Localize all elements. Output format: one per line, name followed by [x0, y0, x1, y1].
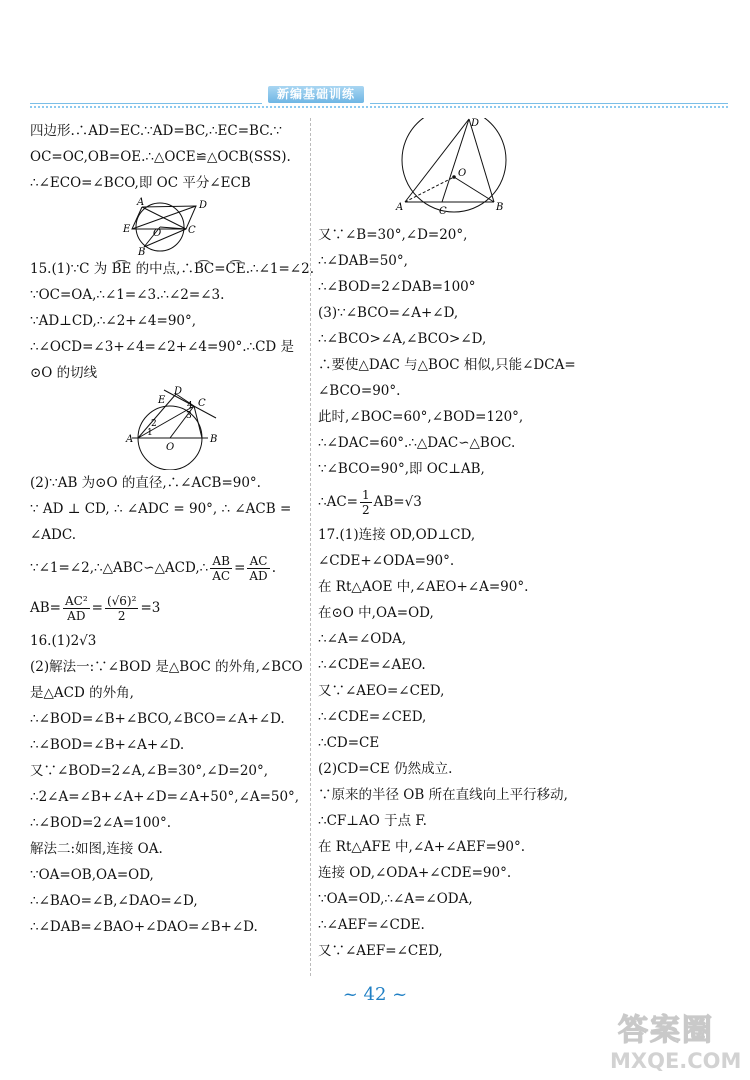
solution-line: 16.(1)2√3 — [30, 633, 97, 649]
solution-line: 17.(1)连接 OD,OD⊥CD, — [318, 527, 476, 543]
point-label-d: D — [471, 118, 480, 129]
point-label-c: C — [439, 206, 447, 217]
figure-quadrilateral-circle — [30, 196, 306, 256]
solution-line: ∵OC=OA,∴∠1=∠3.∴∠2=∠3. — [30, 287, 225, 303]
solution-line: 在 Rt△AOE 中,∠AEO+∠A=90°. — [318, 579, 529, 595]
solution-line: ∵∠BCO=90°,即 OC⊥AB, — [318, 461, 485, 477]
point-label-c: C — [198, 398, 206, 409]
solution-line: 此时,∠BOC=60°,∠BOD=120°, — [318, 409, 524, 425]
point-label-d: D — [174, 386, 183, 397]
solution-line: ∵ AD ⊥ CD, ∴ ∠ADC = 90°, ∴ ∠ACB = — [30, 501, 292, 517]
figure-circle-triangle — [318, 118, 728, 222]
watermark-logo — [610, 1005, 742, 1077]
fraction — [360, 488, 372, 517]
header-rule-left — [30, 103, 262, 104]
ac-value-line — [318, 482, 728, 522]
fraction — [247, 554, 269, 583]
solution-line: 又∵∠BOD=2∠A,∠B=30°,∠D=20°, — [30, 763, 269, 779]
similarity-lead: ∵∠1=∠2,∴△ABC∽△ACD,∴ — [30, 560, 209, 576]
solution-line: 15.(1)∵C 为 B͡E 的中点,∴B͡C=C͡E.∴∠1=∠2. — [30, 261, 314, 277]
fraction-denominator: AC — [212, 569, 231, 583]
solution-line: 四边形.∴AD=EC.∵AD=BC,∴EC=BC.∵ — [30, 123, 282, 139]
point-label-b: B — [210, 434, 218, 445]
watermark-bottom-text: MXQE.COM — [610, 1049, 742, 1073]
solution-line: (2)∵AB 为⊙O 的直径,∴∠ACB=90°. — [30, 475, 261, 491]
angle-label-2: 2 — [151, 419, 157, 429]
point-label-o: O — [153, 228, 162, 239]
solution-line: ∴∠CDE=∠AEO. — [318, 657, 426, 673]
solution-line: (2)CD=CE 仍然成立. — [318, 761, 453, 777]
equals-sign: = — [91, 600, 103, 616]
solution-line: ∴∠BOD=2∠A=100°. — [30, 815, 172, 831]
point-label-a: A — [137, 197, 145, 208]
solution-line: ∴∠ECO=∠BCO,即 OC 平分∠ECB — [30, 175, 251, 191]
fraction-denominator: AD — [249, 569, 268, 583]
equals-sign: = — [234, 560, 246, 576]
solution-line: (2)解法一:∵∠BOD 是△BOC 的外角,∠BCO — [30, 659, 303, 675]
fraction-numerator: 1 — [361, 488, 370, 502]
header-title: 新编基础训练 — [268, 86, 364, 103]
point-label-e: E — [158, 395, 166, 406]
page-number: ~ 42 ~ — [342, 984, 408, 1005]
ac-lead: ∴AC= — [318, 494, 358, 510]
point-label-e: E — [123, 224, 131, 235]
solution-line: ∴∠BOD=∠B+∠A+∠D. — [30, 737, 185, 753]
right-column — [318, 118, 728, 964]
solution-line: ∴CD=CE — [318, 735, 380, 751]
solution-line: (3)∵∠BCO=∠A+∠D, — [318, 305, 459, 321]
point-label-b: B — [138, 247, 146, 256]
solution-line: 连接 OD,∠ODA+∠CDE=90°. — [318, 865, 512, 881]
solution-line: ∴∠BAO=∠B,∠DAO=∠D, — [30, 893, 198, 909]
solution-line: 是△ACD 的外角, — [30, 685, 134, 701]
watermark-top-text: 答案圈 — [618, 1013, 714, 1048]
fraction-numerator: AC — [247, 554, 269, 569]
ab-lead: AB= — [30, 600, 61, 616]
left-column — [30, 118, 314, 940]
fraction-numerator: AB — [210, 554, 232, 569]
fraction-numerator: AC² — [64, 594, 88, 608]
solution-line: ∴∠DAB=50°, — [318, 253, 408, 269]
solution-line: ∴∠BCO>∠A,∠BCO>∠D, — [318, 331, 487, 347]
solution-line: 又∵∠B=30°,∠D=20°, — [318, 227, 468, 243]
solution-line: ∴∠BOD=∠B+∠BCO,∠BCO=∠A+∠D. — [30, 711, 285, 727]
ab-value-line — [30, 588, 306, 628]
angle-label-1: 1 — [147, 428, 153, 438]
solution-line: ∠BCO=90°. — [318, 383, 401, 399]
point-label-b: B — [496, 202, 504, 213]
solution-line: ∴∠BOD=2∠DAB=100° — [318, 279, 476, 295]
solution-line: ∵AD⊥CD,∴∠2+∠4=90°, — [30, 313, 197, 329]
angle-label-3: 3 — [186, 411, 192, 421]
point-label-o: O — [166, 442, 175, 453]
point-label-o: O — [458, 168, 467, 179]
point-label-a: A — [396, 202, 404, 213]
line-tail: AB=√3 — [373, 494, 422, 510]
solution-line: ∠ADC. — [30, 527, 77, 543]
solution-line: ∴∠OCD=∠3+∠4=∠2+∠4=90°.∴CD 是 — [30, 339, 295, 355]
fraction — [210, 554, 232, 583]
solution-line: 又∵∠AEO=∠CED, — [318, 683, 445, 699]
point-label-a: A — [126, 434, 134, 445]
solution-line: ∴要使△DAC 与△BOC 相似,只能∠DCA= — [318, 357, 576, 373]
solution-line: 又∵∠AEF=∠CED, — [318, 943, 443, 959]
solution-line: ∠CDE+∠ODA=90°. — [318, 553, 455, 569]
header-rule-right — [370, 103, 728, 104]
solution-line: ∴∠AEF=∠CDE. — [318, 917, 425, 933]
solution-line: ∴∠CDE=∠CED, — [318, 709, 427, 725]
column-divider — [310, 118, 311, 976]
solution-line: ∵OA=OD,∴∠A=∠ODA, — [318, 891, 473, 907]
solution-line: ∴∠A=∠ODA, — [318, 631, 407, 647]
solution-line: ∴∠DAB=∠BAO+∠DAO=∠B+∠D. — [30, 919, 258, 935]
line-tail: . — [271, 560, 276, 576]
solution-line: ∴CF⊥AO 于点 F. — [318, 813, 427, 829]
solution-line: ∵原来的半径 OB 所在直线向上平行移动, — [318, 787, 568, 803]
point-label-d: D — [199, 200, 208, 211]
solution-line: ⊙O 的切线 — [30, 365, 98, 381]
solution-line: ∴2∠A=∠B+∠A+∠D=∠A+50°,∠A=50°, — [30, 789, 300, 805]
fraction-denominator: AD — [67, 609, 86, 623]
solution-line: 在⊙O 中,OA=OD, — [318, 605, 434, 621]
header-dotted-rule — [30, 106, 728, 108]
similarity-line — [30, 548, 306, 588]
fraction-denominator: 2 — [361, 503, 370, 517]
solution-line: 解法二:如图,连接 OA. — [30, 841, 163, 857]
solution-line: ∴∠DAC=60°.∴△DAC∽△BOC. — [318, 435, 516, 451]
fraction-denominator: 2 — [117, 609, 126, 623]
solution-line: 在 Rt△AFE 中,∠A+∠AEF=90°. — [318, 839, 526, 855]
figure-tangent-circle — [30, 386, 306, 470]
point-label-c: C — [188, 225, 196, 236]
angle-label-4: 4 — [187, 401, 193, 411]
solution-line: ∵OA=OB,OA=OD, — [30, 867, 154, 883]
solution-line: OC=OC,OB=OE.∴△OCE≌△OCB(SSS). — [30, 149, 291, 165]
fraction-numerator: (√6)² — [106, 594, 137, 608]
line-tail: =3 — [140, 600, 161, 616]
fraction — [63, 594, 90, 623]
fraction — [105, 594, 138, 623]
